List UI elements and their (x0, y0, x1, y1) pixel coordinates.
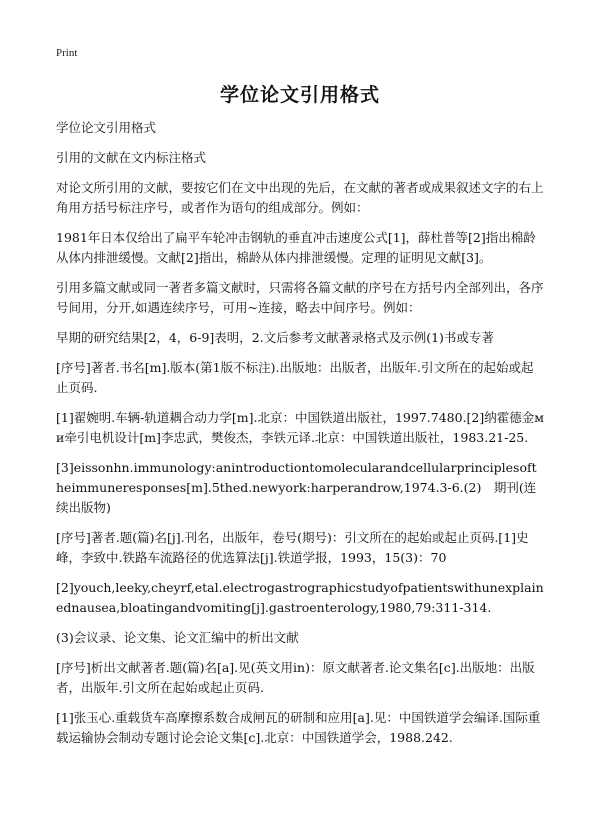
paragraph-section-heading: 引用的文献在文内标注格式 (56, 150, 207, 165)
paragraph-multiple-citations: 引用多篇文献或同一著者多篇文献时，只需将各篇文献的序号在方括号内全部列出，各序号间用，分开,如遇连续序号，可用~连接，略去中间序号。例如： (56, 280, 544, 315)
article-body (56, 118, 544, 757)
paragraph-proceedings-heading: (3)会议录、论文集、论文汇编中的析出文献 (56, 630, 299, 645)
paragraph-early-results: 早期的研究结果[2，4，6-9]表明，2.文后参考文献著录格式及示例(1)书或专著 (56, 330, 494, 345)
paragraph-example-1981: 1981年日本仅给出了扁平车轮冲击钢轨的垂直冲击速度公式[1]，薛杜普等[2]指出棉龄从体内排泄缓慢。文献[2]指出，棉龄从体内排泄缓慢。定理的证明见文献[3]。 (56, 230, 536, 265)
paragraph-journal-example: [2]youch,leeky,cheyrf,etal.electrogastrographicstudyofpatientswithunexplainednausea,bloatingandvomiting[j].gastroenterology,1980,79:311-314. (56, 580, 544, 615)
page-title: 学位论文引用格式 (219, 84, 380, 106)
paragraph-english-book-example: [3]eissonhn.immunology:anintroductiontomolecularandcellularprinciplesoftheimmuneresponses[m].5thed.newyork:harperandrow,1974.3-6.(2) 期刊(连续出版物) (56, 460, 537, 515)
paragraph-journal-format: [序号]著者.题(篇)名[j].刊名，出版年，卷号(期号)：引文所在的起始或起止页码.[1]史峰，李致中.铁路车流路径的优选算法[j].铁道学报，1993，15(3)：70 (56, 530, 529, 565)
paragraph-book-examples: [1]翟婉明.车辆-轨道耦合动力学[m].北京：中国铁道出版社，1997.7480.[2]纳霍德金ми牵引电机设计[m]李忠武，樊俊杰，李铁元译.北京：中国铁道出版社，1983.21-25. (56, 410, 544, 445)
paragraph-proceedings-example: [1]张玉心.重载货车高摩擦系数合成闸瓦的研制和应用[a].见：中国铁道学会编译.国际重载运输协会制动专题讨论会论文集[c].北京：中国铁道学会，1988.242. (56, 710, 541, 745)
paragraph-proceedings-format: [序号]析出文献著者.题(篇)名[a].见(英文用in)：原文献著者.论文集名[c].出版地：出版者，出版年.引文所在起始或起止页码. (56, 660, 535, 695)
paragraph-book-format: [序号]著者.书名[m].版本(第1版不标注).出版地：出版者，出版年.引文所在的起始或起止页码. (56, 360, 534, 395)
print-link[interactable]: Print (56, 47, 78, 59)
paragraph-subtitle: 学位论文引用格式 (56, 120, 157, 135)
paragraph-intro: 对论文所引用的文献，要按它们在文中出现的先后，在文献的著者或成果叙述文字的右上角用方括号标注序号，或者作为语句的组成部分。例如： (56, 180, 544, 215)
